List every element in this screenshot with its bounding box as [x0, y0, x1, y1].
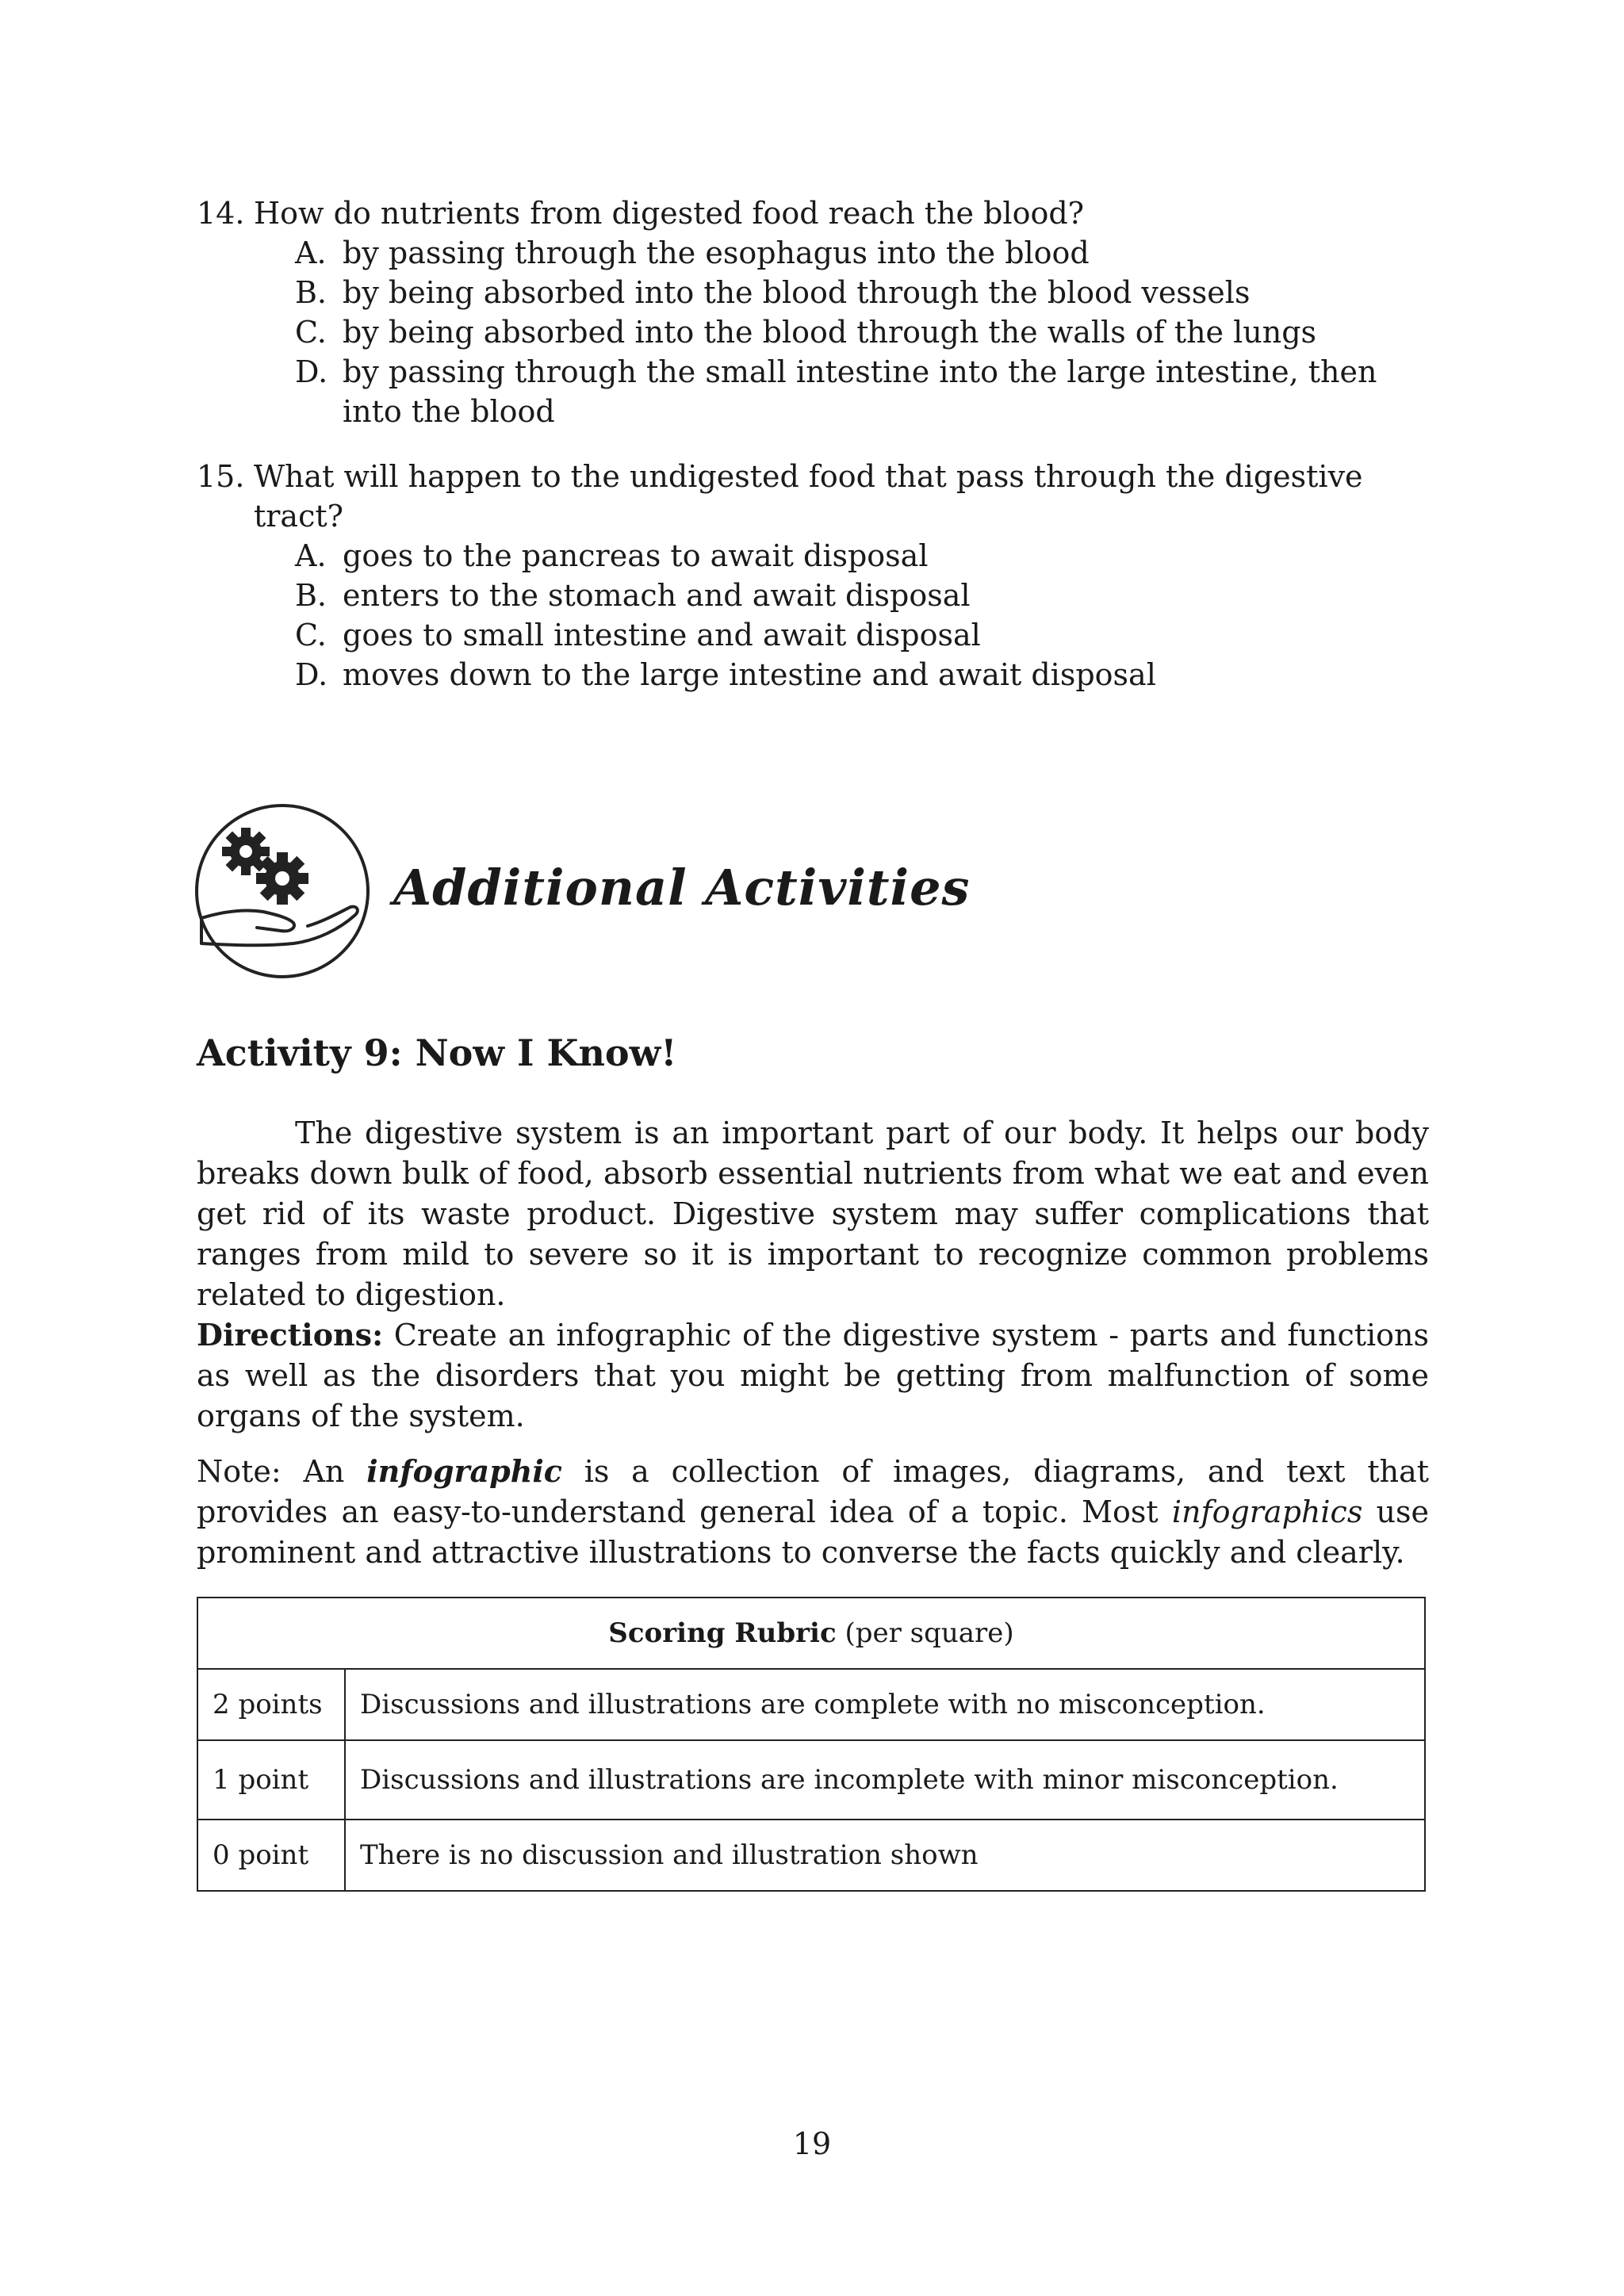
rubric-score: 2 points — [197, 1669, 345, 1740]
question-15 — [197, 457, 1434, 695]
table-row — [197, 1740, 1425, 1820]
intro-paragraph: The digestive system is an important part of our body. It helps our body breaks down bulk of food, absorb essential nutrients from what we eat and even get rid of its waste product. Digestive system may suffer complications that ranges from mild to severe so it is important to recognize common problems related to digestion. — [197, 1115, 1429, 1312]
question-number: 14. — [197, 196, 245, 231]
choice-text: by being absorbed into the blood through the walls of the lungs — [343, 315, 1317, 350]
page-number: 19 — [792, 2126, 832, 2161]
choice-text: by passing through the small intestine into the large intestine, then into the blood — [343, 354, 1377, 429]
choice-letter: B. — [295, 275, 327, 310]
question-stem — [197, 193, 1434, 233]
note-end: use prominent and attractive illustrations to converse the facts quickly and clearly. — [197, 1494, 1429, 1570]
choice-text: by passing through the esophagus into the blood — [343, 235, 1090, 270]
choice-a — [246, 233, 1434, 273]
directions-label: Directions: — [197, 1317, 384, 1353]
note-paragraph — [197, 1451, 1429, 1573]
choice-letter: A. — [295, 538, 327, 573]
note-term: infographic — [366, 1453, 562, 1489]
choice-a — [246, 536, 1434, 576]
table-row — [197, 1820, 1425, 1891]
rubric-title: Scoring Rubric — [608, 1617, 837, 1649]
rubric-subtitle: (per square) — [836, 1617, 1014, 1649]
choice-letter: D. — [295, 354, 328, 389]
choice-letter: A. — [295, 235, 327, 270]
question-text: How do nutrients from digested food reach the blood? — [254, 196, 1085, 231]
choice-d — [246, 352, 1397, 431]
directions-paragraph — [197, 1314, 1429, 1437]
section-title: Additional Activities — [393, 859, 971, 916]
choice-b — [246, 576, 1434, 615]
choice-c — [246, 615, 1434, 655]
rubric-description: Discussions and illustrations are incomplete with minor misconception. — [345, 1740, 1425, 1820]
note-term-plural: infographics — [1171, 1494, 1363, 1529]
choice-text: enters to the stomach and await disposal — [343, 578, 971, 613]
choice-text: goes to small intestine and await disposal — [343, 618, 981, 652]
choice-text: moves down to the large intestine and await disposal — [343, 657, 1156, 692]
choice-letter: C. — [295, 618, 327, 652]
rubric-description: There is no discussion and illustration shown — [345, 1820, 1425, 1891]
choice-text: by being absorbed into the blood through the blood vessels — [343, 275, 1251, 310]
directions-text: Create an infographic of the digestive system - parts and functions as well as the disorders that you might be getting from malfunction of some organs of the system. — [197, 1318, 1429, 1433]
table-row — [197, 1669, 1425, 1740]
rubric-header-row — [197, 1598, 1425, 1669]
choice-c — [246, 312, 1434, 352]
gears-in-hand-icon — [190, 799, 374, 983]
question-text: What will happen to the undigested food that pass through the digestive tract? — [254, 459, 1363, 534]
question-stem — [197, 457, 1380, 536]
choice-text: goes to the pancreas to await disposal — [343, 538, 929, 573]
scoring-rubric-table — [197, 1597, 1426, 1892]
note-mid: is a collection of images, diagrams, and text that provides an easy-to-understand general idea of a topic. Most — [197, 1454, 1429, 1529]
choice-d — [246, 655, 1434, 695]
question-number: 15. — [197, 459, 245, 494]
question-14 — [197, 193, 1434, 431]
choice-letter: C. — [295, 315, 327, 350]
note-prefix: Note: An — [197, 1454, 367, 1489]
activity-title: Activity 9: Now I Know! — [197, 1031, 677, 1074]
rubric-score: 0 point — [197, 1820, 345, 1891]
choice-letter: D. — [295, 657, 328, 692]
rubric-header — [197, 1598, 1425, 1669]
rubric-description: Discussions and illustrations are complete with no misconception. — [345, 1669, 1425, 1740]
choice-b — [246, 273, 1434, 312]
rubric-score: 1 point — [197, 1740, 345, 1820]
choice-letter: B. — [295, 578, 327, 613]
